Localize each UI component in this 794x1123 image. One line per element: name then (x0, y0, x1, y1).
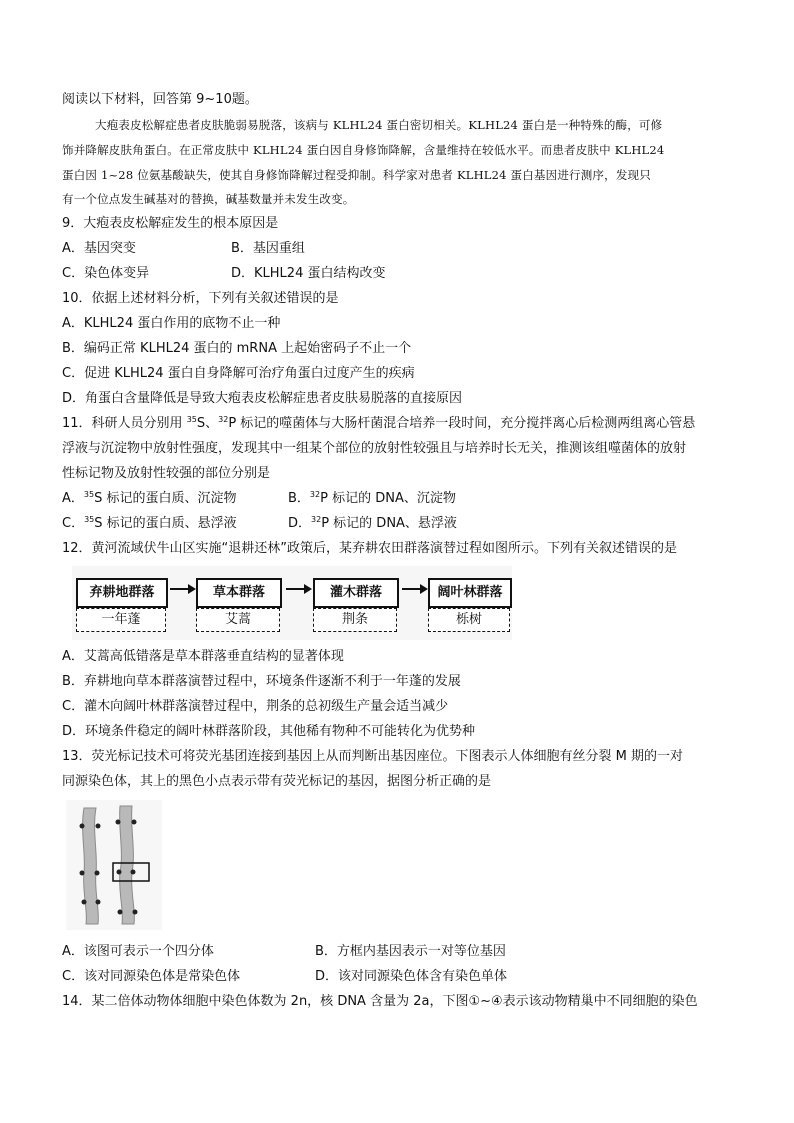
question-13-line: 同源染色体，其上的黑色小点表示带有荧光标记的基因，据图分析正确的是 (62, 774, 492, 789)
fluorescent-gene-dot (117, 870, 122, 875)
q11-option-a[interactable]: A．$^{35}$S 标记的蛋白质、沉淀物 (62, 490, 237, 506)
q11-option-d[interactable]: D．$^{32}$P 标记的 DNA、悬浮液 (288, 515, 457, 531)
question-11-line: 浮液与沉淀物中放射性强度，发现其中一组某个部位的放射性较强且与培养时长无关，推测该组噬菌体的放射 (62, 441, 687, 456)
fluorescent-gene-dot (80, 871, 85, 876)
stage-broadleaf-forest: 阔叶林群落 (428, 578, 512, 608)
q9-option-d[interactable]: D．KLHL24 蛋白结构改变 (231, 266, 386, 281)
q13-option-d[interactable]: D．该对同源染色体含有染色单体 (315, 969, 508, 984)
fluorescent-gene-dot (118, 910, 123, 915)
species-vitex: 荆条 (313, 608, 397, 632)
fluorescent-gene-dot (116, 820, 121, 825)
q11-option-b[interactable]: B．$^{32}$P 标记的 DNA、沉淀物 (288, 490, 456, 506)
fluorescent-gene-dot (132, 820, 137, 825)
q10-option-b[interactable]: B．编码正常 KLHL24 蛋白的 mRNA 上起始密码子不止一个 (62, 341, 412, 356)
q12-option-c[interactable]: C．灌木向阔叶林群落演替过程中，荆条的总初级生产量会适当减少 (62, 699, 449, 714)
q12-option-a[interactable]: A．艾蒿高低错落是草本群落垂直结构的显著体现 (62, 649, 344, 664)
question-9-stem: 9．大疱表皮松解症发生的根本原因是 (62, 216, 279, 231)
q10-option-c[interactable]: C．促进 KLHL24 蛋白自身降解可治疗角蛋白过度产生的疾病 (62, 366, 415, 381)
chromosome-pair-figure (66, 800, 162, 930)
fluorescent-gene-dot (96, 824, 101, 829)
succession-diagram (72, 566, 512, 640)
passage-line: 大疱表皮松解症患者皮肤脆弱易脱落，该病与 KLHL24 蛋白密切相关。KLHL24 蛋白是一种特殊的酶，可修 (95, 118, 663, 132)
question-10-stem: 10．依据上述材料分析，下列有关叙述错误的是 (62, 291, 339, 306)
fluorescent-gene-dot (82, 900, 87, 905)
question-13-stem: 13．荧光标记技术可将荧光基团连接到基因上从而判断出基因座位。下图表示人体细胞有丝分裂 M 期的一对 (62, 749, 684, 764)
q9-option-a[interactable]: A．基因突变 (62, 241, 136, 256)
question-14-stem: 14．某二倍体动物体细胞中染色体数为 2n，核 DNA 含量为 2a，下图①~④表示该动物精巢中不同细胞的染色 (62, 994, 698, 1009)
species-mugwort: 艾蒿 (196, 608, 280, 632)
fluorescent-gene-dot (96, 900, 101, 905)
q13-option-b[interactable]: B．方框内基因表示一对等位基因 (315, 944, 506, 959)
q12-option-d[interactable]: D．环境条件稳定的阔叶林群落阶段，其他稀有物种不可能转化为优势种 (62, 724, 476, 739)
fluorescent-gene-dot (131, 870, 136, 875)
q10-option-d[interactable]: D．角蛋白含量降低是导致大疱表皮松解症患者皮肤易脱落的直接原因 (62, 391, 463, 406)
question-11-stem: 11．科研人员分别用 $^{35}$S、$^{32}$P 标记的噬菌体与大肠杆菌混合培养一段时间，充分搅拌离心后检测两组离心管悬 (62, 415, 696, 431)
arrow-icon (286, 588, 310, 590)
stage-herbaceous: 草本群落 (196, 578, 282, 608)
species-fleabane: 一年蓬 (76, 608, 166, 632)
stage-shrub: 灌木群落 (313, 578, 399, 608)
passage-line: 饰并降解皮肤角蛋白。在正常皮肤中 KLHL24 蛋白因自身修饰降解，含量维持在较低水平。而患者皮肤中 KLHL24 (62, 143, 665, 157)
question-11-line: 性标记物及放射性较强的部位分别是 (62, 466, 271, 481)
q9-option-c[interactable]: C．染色体变异 (62, 266, 150, 281)
reading-intro: 阅读以下材料，回答第 9~10题。 (62, 92, 258, 107)
arrow-icon (402, 588, 426, 590)
passage-line: 有一个位点发生碱基对的替换，碱基数量并未发生改变。 (62, 192, 355, 206)
fluorescent-gene-dot (95, 871, 100, 876)
q12-option-b[interactable]: B．弃耕地向草本群落演替过程中，环境条件逐渐不利于一年蓬的发展 (62, 674, 461, 689)
question-12-stem: 12．黄河流域伏牛山区实施“退耕还林”政策后，某弃耕农田群落演替过程如图所示。下列有关叙述错误的是 (62, 541, 678, 556)
q11-option-c[interactable]: C．$^{35}$S 标记的蛋白质、悬浮液 (62, 515, 237, 531)
stage-abandoned-farmland: 弃耕地群落 (76, 578, 168, 608)
q9-option-b[interactable]: B．基因重组 (231, 241, 305, 256)
passage-line: 蛋白因 1~28 位氨基酸缺失，使其自身修饰降解过程受抑制。科学家对患者 KLHL24 蛋白基因进行测序，发现只 (62, 168, 651, 182)
arrow-icon (170, 588, 194, 590)
q13-option-c[interactable]: C．该对同源染色体是常染色体 (62, 969, 241, 984)
species-oak: 栎树 (428, 608, 510, 632)
fluorescent-gene-dot (133, 910, 138, 915)
fluorescent-gene-dot (80, 824, 85, 829)
q13-option-a[interactable]: A．该图可表示一个四分体 (62, 944, 214, 959)
q10-option-a[interactable]: A．KLHL24 蛋白作用的底物不止一种 (62, 316, 281, 331)
